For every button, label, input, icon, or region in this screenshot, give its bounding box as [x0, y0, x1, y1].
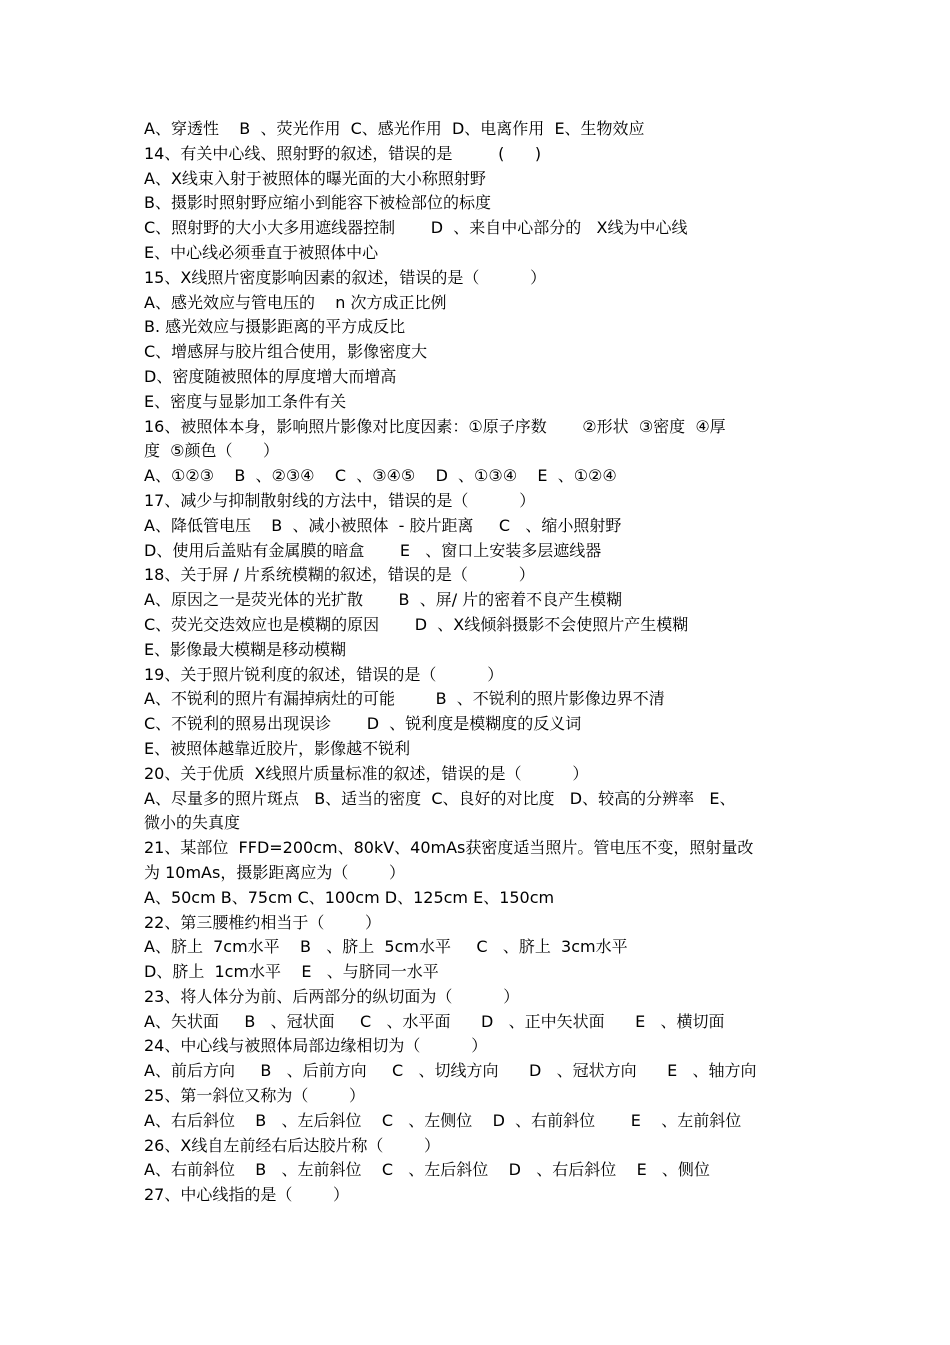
text-line: D、密度随被照体的厚度增大而增高	[144, 366, 397, 386]
text-line: A、X线束入射于被照体的曝光面的大小称照射野	[144, 168, 486, 188]
text-line: C、荧光交迭效应也是模糊的原因 D 、X线倾斜摄影不会使照片产生模糊	[144, 614, 689, 634]
text-line: A、原因之一是荧光体的光扩散 B 、屏/ 片的密着不良产生模糊	[144, 590, 623, 610]
text-line: A、感光效应与管电压的 n 次方成正比例	[144, 292, 447, 312]
question-15: 15、X线照片密度影响因素的叙述，错误的是（ ）	[144, 267, 547, 287]
text-line: C、照射野的大小大多用遮线器控制 D 、来自中心部分的 X线为中心线	[144, 218, 688, 238]
text-line: E、被照体越靠近胶片，影像越不锐利	[144, 738, 411, 758]
text-line: A、矢状面 B 、冠状面 C 、水平面 D 、正中矢状面 E 、横切面	[144, 1011, 725, 1031]
text-line: E、影像最大模糊是移动模糊	[144, 639, 347, 659]
text-line: D、使用后盖贴有金属膜的暗盒 E 、窗口上安装多层遮线器	[144, 540, 602, 560]
text-line: A、尽量多的照片斑点 B、适当的密度 C、良好的对比度 D、较高的分辨率 E、	[144, 788, 736, 808]
question-25: 25、第一斜位又称为（ ）	[144, 1086, 366, 1106]
text-line: A、右前斜位 B 、左前斜位 C 、左后斜位 D 、右后斜位 E 、侧位	[144, 1160, 710, 1180]
text-line: E、中心线必须垂直于被照体中心	[144, 242, 379, 262]
text-line: A、前后方向 B 、后前方向 C 、切线方向 D 、冠状方向 E 、轴方向	[144, 1061, 757, 1081]
text-line: B、摄影时照射野应缩小到能容下被检部位的标度	[144, 193, 491, 213]
text-line: C、不锐利的照易出现误诊 D 、锐利度是模糊度的反义词	[144, 714, 582, 734]
question-14: 14、有关中心线、照射野的叙述，错误的是 ( )	[144, 143, 542, 163]
text-line: 为 10mAs，摄影距离应为（ ）	[144, 862, 406, 882]
text-line: A、右后斜位 B 、左后斜位 C 、左侧位 D 、右前斜位 E 、左前斜位	[144, 1110, 742, 1130]
question-27: 27、中心线指的是（ ）	[144, 1185, 350, 1205]
question-20: 20、关于优质 X线照片质量标准的叙述，错误的是（ ）	[144, 763, 589, 783]
text-line: D、脐上 1cm水平 E 、与脐同一水平	[144, 962, 439, 982]
text-line: E、密度与显影加工条件有关	[144, 391, 347, 411]
question-text-block	[144, 117, 812, 1208]
question-21: 21、某部位 FFD=200cm、80kV、40mAs获密度适当照片。管电压不变，照射量改	[144, 838, 754, 858]
text-line: A、①②③ B 、②③④ C 、③④⑤ D 、①③④ E 、①②④	[144, 466, 617, 486]
text-line: A、降低管电压 B 、减小被照体 - 胶片距离 C 、缩小照射野	[144, 515, 622, 535]
question-19: 19、关于照片锐利度的叙述，错误的是（ ）	[144, 664, 504, 684]
question-16: 16、被照体本身，影响照片影像对比度因素：①原子序数 ②形状 ③密度 ④厚	[144, 416, 726, 436]
text-line: A、不锐利的照片有漏掉病灶的可能 B 、不锐利的照片影像边界不清	[144, 689, 665, 709]
text-line: A、脐上 7cm水平 B 、脐上 5cm水平 C 、脐上 3cm水平	[144, 937, 628, 957]
text-line: A、50cm B、75cm C、100cm D、125cm E、150cm	[144, 887, 555, 907]
question-18: 18、关于屏 / 片系统模糊的叙述，错误的是（ ）	[144, 565, 535, 585]
text-line: B. 感光效应与摄影距离的平方成反比	[144, 317, 406, 337]
question-24: 24、中心线与被照体局部边缘相切为（ ）	[144, 1036, 488, 1056]
text-line: 微小的失真度	[144, 813, 241, 833]
question-17: 17、减少与抑制散射线的方法中，错误的是（ ）	[144, 490, 536, 510]
text-line: C、增感屏与胶片组合使用，影像密度大	[144, 342, 428, 362]
question-26: 26、X线自左前经右后达胶片称（ ）	[144, 1135, 441, 1155]
text-line: 度 ⑤颜色（ ）	[144, 441, 280, 461]
question-23: 23、将人体分为前、后两部分的纵切面为（ ）	[144, 986, 520, 1006]
text-line: A、穿透性 B 、荧光作用 C、感光作用 D、电离作用 E、生物效应	[144, 119, 645, 138]
question-22: 22、第三腰椎约相当于（ ）	[144, 912, 382, 932]
